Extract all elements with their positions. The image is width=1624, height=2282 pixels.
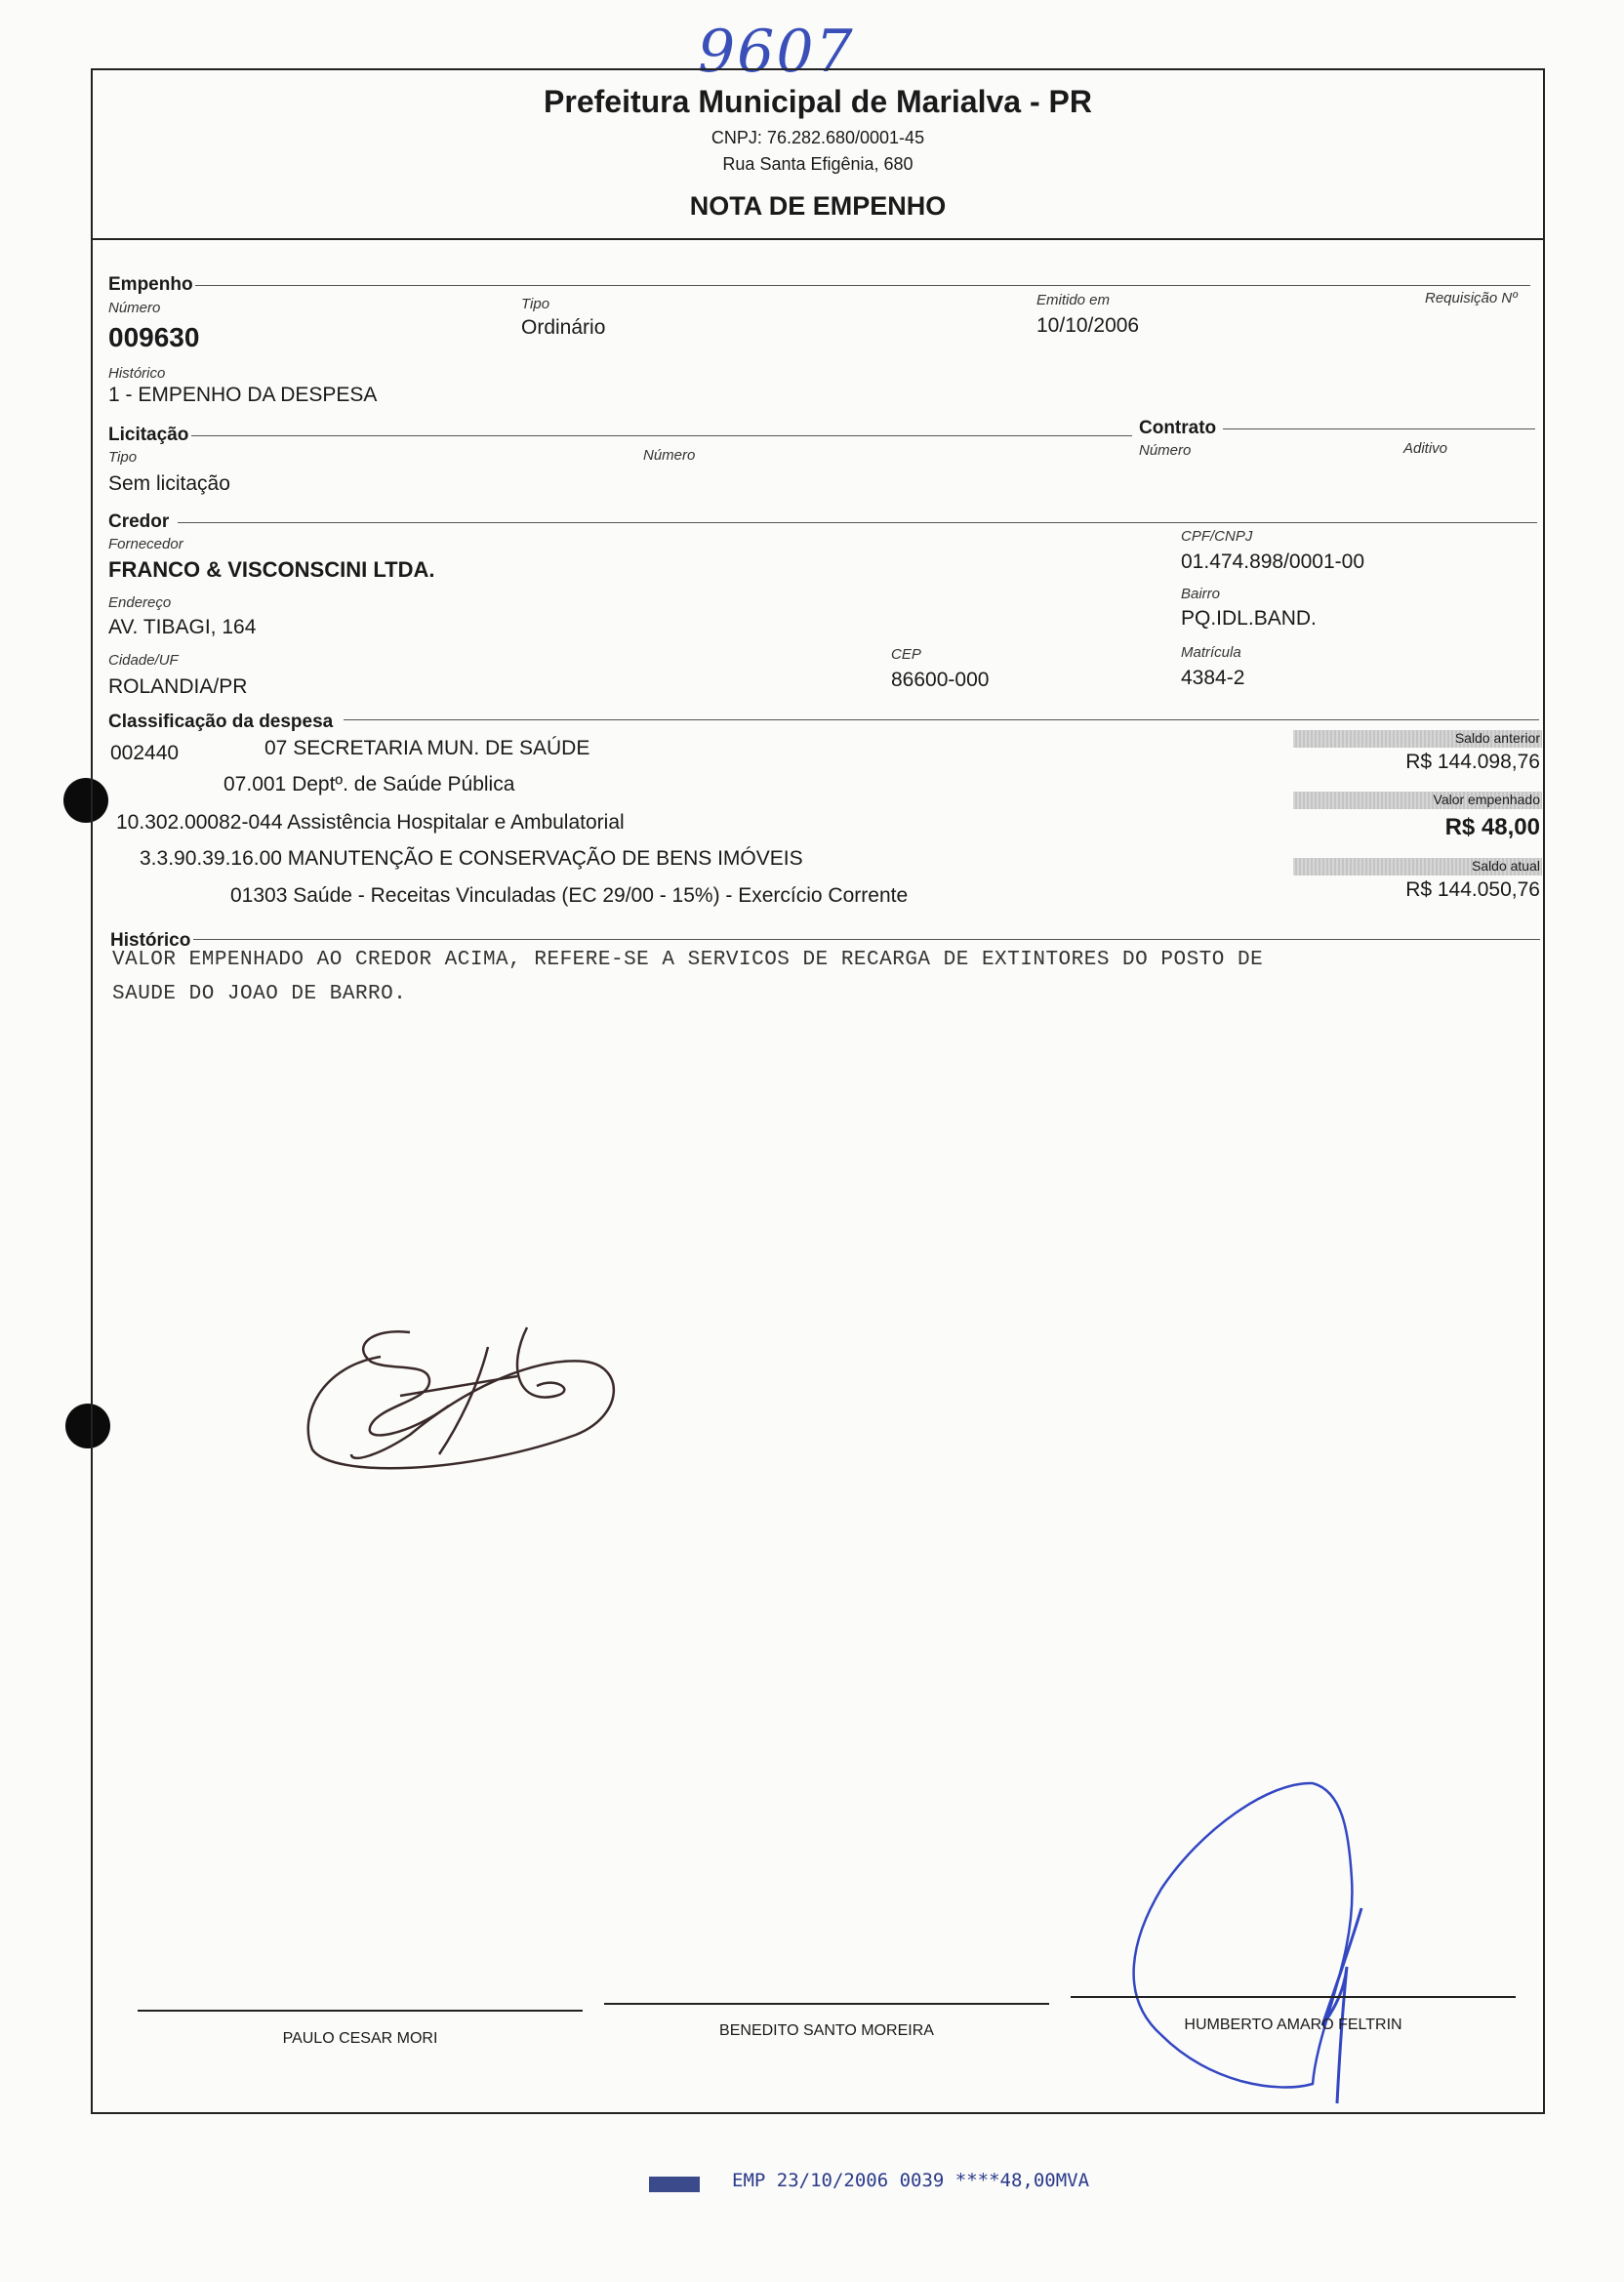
page-title: Prefeitura Municipal de Marialva - PR (544, 84, 1092, 119)
bairro-label: Bairro (1181, 586, 1221, 602)
classificacao-recurso: 01303 Saúde - Receitas Vinculadas (EC 29/00 - 15%) - Exercício Corrente (230, 884, 909, 907)
licitacao-numero-label: Número (643, 447, 696, 464)
section-credor: Credor (108, 511, 170, 532)
endereco-label: Endereço (108, 594, 172, 611)
section-rule (178, 522, 1537, 523)
section-historico: Histórico (110, 930, 191, 951)
section-rule (193, 939, 1540, 940)
section-classificacao: Classificação da despesa (108, 712, 334, 732)
classificacao-secretaria: 07 SECRETARIA MUN. DE SAÚDE (264, 737, 590, 759)
signature-line-2 (604, 2003, 1049, 2005)
signatory-3: HUMBERTO AMARO FELTRIN (1184, 2017, 1402, 2033)
saldo-atual-label: Saldo atual (1471, 858, 1540, 874)
address-text: Rua Santa Efigênia, 680 (722, 154, 914, 174)
emitido-date: 10/10/2006 (1036, 314, 1140, 337)
handwritten-number: 9607 (698, 18, 855, 86)
emitido-label: Emitido em (1036, 292, 1111, 308)
signatory-2: BENEDITO SANTO MOREIRA (719, 2022, 934, 2039)
contrato-aditivo-label: Aditivo (1403, 440, 1448, 457)
requisicao-label: Requisição Nº (1425, 290, 1518, 306)
empenho-numero-label: Número (108, 300, 161, 316)
classificacao-elemento: 3.3.90.39.16.00 MANUTENÇÃO E CONSERVAÇÃO DE BENS IMÓVEIS (140, 847, 803, 870)
cep-label: CEP (891, 646, 921, 663)
cnpj-text: CNPJ: 76.282.680/0001-45 (710, 128, 925, 147)
section-rule (191, 435, 1132, 436)
section-empenho: Empenho (108, 274, 193, 295)
valor-empenhado-value: R$ 48,00 (1444, 814, 1540, 840)
signature-line-1 (138, 2010, 583, 2012)
empenho-historico-label: Histórico (108, 365, 166, 382)
empenho-tipo: Ordinário (521, 316, 606, 339)
contrato-numero-label: Número (1139, 442, 1192, 459)
signature-scribble-1 (293, 1308, 634, 1484)
cpf-label: CPF/CNPJ (1181, 528, 1253, 545)
stamp-logo (649, 2177, 700, 2192)
section-contrato: Contrato (1139, 418, 1217, 438)
classificacao-codigo: 002440 (110, 742, 180, 764)
section-rule (195, 285, 1530, 286)
cpf-value: 01.474.898/0001-00 (1181, 550, 1365, 573)
cidade-label: Cidade/UF (108, 652, 179, 669)
historico-line-1: VALOR EMPENHADO AO CREDOR ACIMA, REFERE-SE A SERVICOS DE RECARGA DE EXTINTORES DO POSTO DE (112, 949, 1264, 971)
saldo-anterior-label: Saldo anterior (1454, 730, 1540, 746)
section-rule (1223, 428, 1535, 429)
licitacao-tipo: Sem licitação (108, 472, 230, 495)
bairro-value: PQ.IDL.BAND. (1181, 607, 1317, 630)
classificacao-programa: 10.302.00082-044 Assistência Hospitalar e Ambulatorial (116, 811, 625, 834)
valor-empenhado-label: Valor empenhado (1433, 792, 1540, 807)
empenho-tipo-label: Tipo (521, 296, 550, 312)
cep-value: 86600-000 (891, 669, 990, 691)
saldo-anterior-value: R$ 144.098,76 (1405, 751, 1540, 773)
fornecedor-label: Fornecedor (108, 536, 183, 552)
classificacao-departamento: 07.001 Deptº. de Saúde Pública (223, 773, 515, 795)
licitacao-tipo-label: Tipo (108, 449, 138, 466)
empenho-numero: 009630 (108, 322, 200, 352)
section-rule (344, 719, 1539, 720)
cidade-value: ROLANDIA/PR (108, 675, 248, 698)
fornecedor-name: FRANCO & VISCONSCINI LTDA. (108, 557, 435, 582)
document-title: NOTA DE EMPENHO (689, 191, 947, 221)
historico-line-2: SAUDE DO JOAO DE BARRO. (112, 983, 407, 1005)
matricula-label: Matrícula (1181, 644, 1241, 661)
signatory-1: PAULO CESAR MORI (282, 2030, 438, 2047)
signature-scribble-3 (1122, 1772, 1386, 2108)
signature-line-3 (1071, 1996, 1516, 1998)
header-divider (91, 238, 1545, 240)
register-stamp: EMP 23/10/2006 0039 ****48,00MVA (732, 2170, 1090, 2191)
matricula-value: 4384-2 (1181, 667, 1245, 689)
saldo-atual-value: R$ 144.050,76 (1405, 878, 1540, 901)
section-licitacao: Licitação (108, 425, 189, 445)
empenho-historico: 1 - EMPENHO DA DESPESA (108, 384, 378, 406)
endereco-value: AV. TIBAGI, 164 (108, 616, 257, 638)
